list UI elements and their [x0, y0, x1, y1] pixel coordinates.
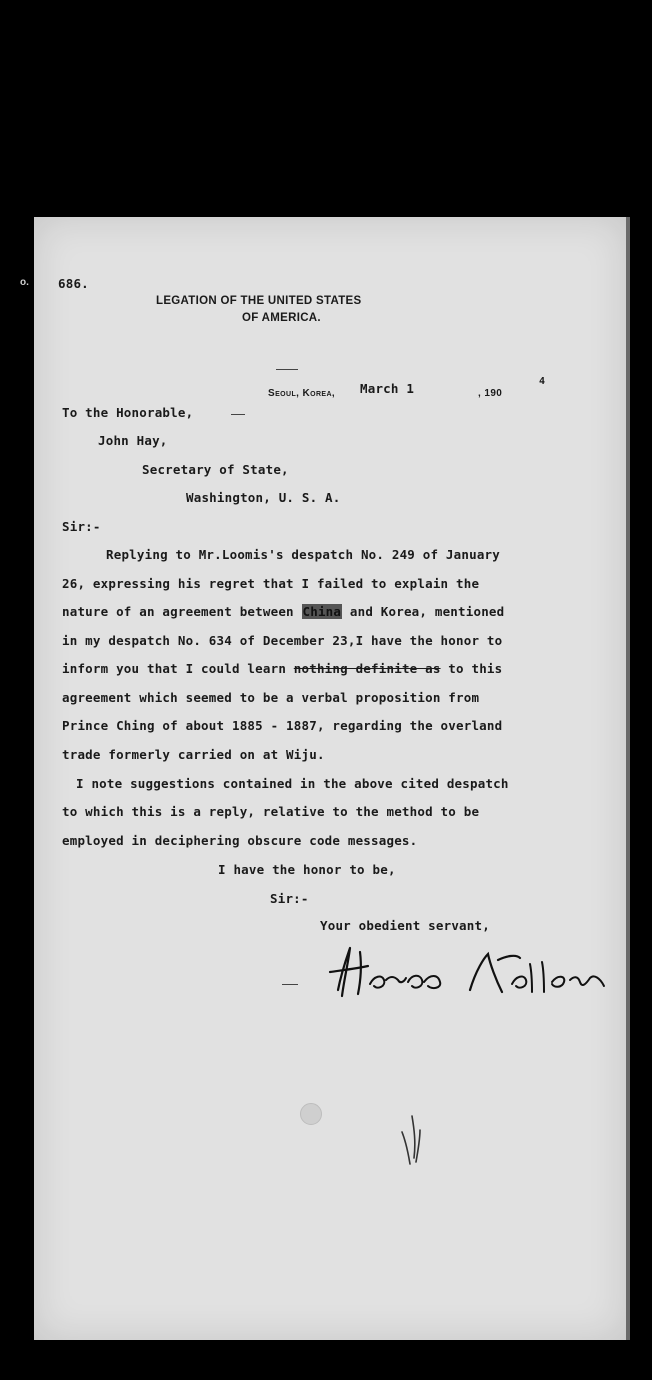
body-line: Prince Ching of about 1885 - 1887, regarding the overland	[62, 718, 503, 733]
body-line: I note suggestions contained in the above cited despatch	[76, 776, 509, 791]
recipient-line3: Secretary of State,	[142, 462, 289, 477]
recipient-line4: Washington, U. S. A.	[186, 490, 341, 505]
body-text: to this	[440, 661, 503, 676]
body-text: and Korea, mentioned	[342, 604, 505, 619]
closing-line1: I have the honor to be,	[218, 862, 396, 877]
letterhead-line1: LEGATION OF THE UNITED STATES	[156, 295, 362, 307]
letterhead-line2: OF AMERICA.	[242, 312, 321, 324]
body-line: 26, expressing his regret that I failed to explain the	[62, 576, 480, 591]
despatch-number: 686.	[58, 276, 89, 291]
struck-text: nothing definite as	[293, 661, 441, 676]
date-month-day: March 1	[360, 381, 415, 396]
signature-dash	[282, 984, 298, 985]
body-line	[62, 604, 504, 619]
signature	[320, 940, 620, 1010]
body-line: to which this is a reply, relative to the method to be	[62, 804, 480, 819]
date-year-prefix: , 190	[478, 388, 503, 399]
closing-line3: Your obedient servant,	[320, 918, 490, 933]
date-year-suffix: 4	[539, 376, 546, 387]
ink-mark	[392, 1112, 432, 1172]
recipient-line2: John Hay,	[98, 433, 168, 448]
stray-mark	[231, 414, 245, 415]
body-line: trade formerly carried on at Wiju.	[62, 747, 325, 762]
salutation: Sir:-	[62, 519, 101, 534]
body-text: inform you that I could learn	[62, 661, 294, 676]
smudged-word: China	[302, 604, 342, 619]
body-text: nature of an agreement between	[62, 604, 302, 619]
body-line	[62, 661, 502, 676]
body-line: employed in deciphering obscure code messages.	[62, 833, 418, 848]
body-line: agreement which seemed to be a verbal proposition from	[62, 690, 480, 705]
closing-line2: Sir:-	[270, 891, 309, 906]
punch-hole	[300, 1103, 322, 1125]
body-line: in my despatch No. 634 of December 23,I have the honor to	[62, 633, 503, 648]
edge-mark: o.	[20, 277, 29, 288]
page-edge	[626, 217, 630, 1340]
place-line: Seoul, Korea,	[268, 388, 336, 399]
body-line: Replying to Mr.Loomis's despatch No. 249 of January	[106, 547, 501, 562]
recipient-line1: To the Honorable,	[62, 405, 194, 420]
divider-mark	[276, 369, 298, 370]
